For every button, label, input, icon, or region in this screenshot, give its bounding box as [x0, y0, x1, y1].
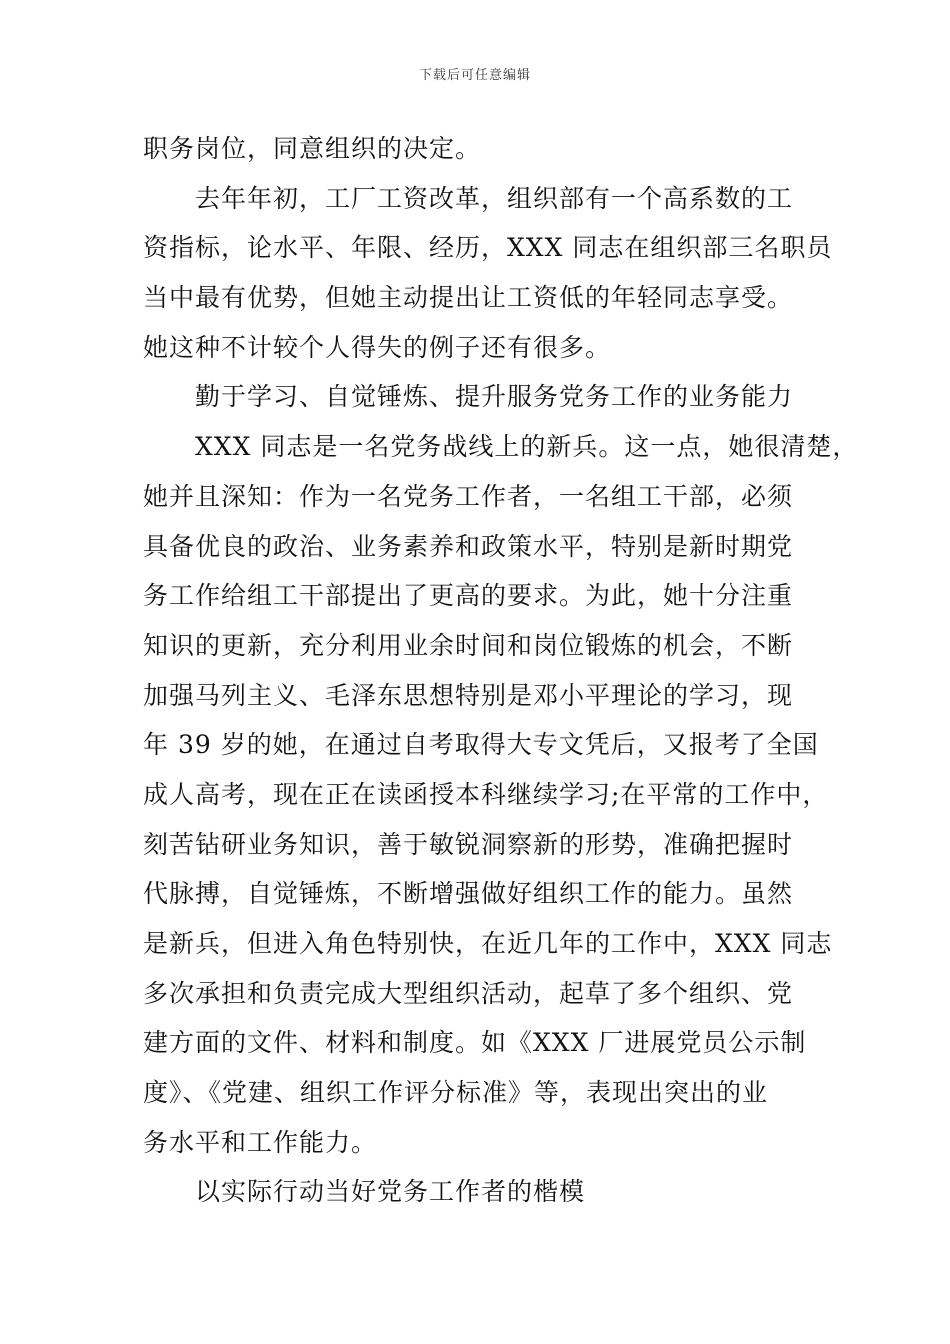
text-line: 刻苦钻研业务知识，善于敏锐洞察新的形势，准确把握时: [143, 829, 794, 859]
text-line: 度》、《党建、组织工作评分标准》等，表现出突出的业: [143, 1078, 769, 1108]
text-line: 具备优良的政治、业务素养和政策水平，特别是新时期党: [143, 531, 794, 561]
text-line: XXX 同志是一名党务战线上的新兵。这一点，她很清楚，: [195, 432, 859, 462]
text-line: 是新兵，但进入角色特别快，在近几年的工作中，XXX 同志: [143, 929, 833, 958]
text-line: 务水平和工作能力。: [143, 1127, 378, 1157]
text-line: 她并且深知：作为一名党务工作者，一名组工干部，必须: [143, 481, 794, 511]
text-line: 年 39 岁的她，在通过自考取得大专文凭后，又报考了全国: [143, 730, 819, 760]
text-line: 职务岗位，同意组织的决定。: [143, 134, 482, 163]
text-line: 以实际行动当好党务工作者的楷模: [195, 1177, 586, 1207]
text-line: 当中最有优势，但她主动提出让工资低的年轻同志享受。: [143, 283, 794, 313]
text-line: 成人高考，现在正在读函授本科继续学习;在平常的工作中，: [143, 779, 829, 809]
page-header-note: 下载后可任意编辑: [418, 68, 531, 83]
text-line: 勤于学习、自觉锤炼、提升服务党务工作的业务能力: [195, 382, 794, 412]
text-line: 资指标，论水平、年限、经历，XXX 同志在组织部三名职员: [143, 233, 833, 263]
text-line: 知识的更新，充分利用业余时间和岗位锻炼的机会，不断: [143, 630, 794, 660]
text-line: 务工作给组工干部提出了更高的要求。为此，她十分注重: [143, 581, 794, 611]
text-line: 代脉搏，自觉锤炼，不断增强做好组织工作的能力。虽然: [143, 879, 794, 909]
document-body: [143, 124, 859, 1217]
text-line: 加强马列主义、毛泽东思想特别是邓小平理论的学习，现: [143, 680, 794, 710]
text-line: 多次承担和负责完成大型组织活动，起草了多个组织、党: [143, 978, 794, 1008]
text-line: 建方面的文件、材料和制度。如《XXX 厂进展党员公示制: [143, 1028, 807, 1058]
text-line: 她这种不计较个人得失的例子还有很多。: [143, 332, 612, 362]
text-line: 去年年初，工厂工资改革，组织部有一个高系数的工: [195, 183, 794, 213]
